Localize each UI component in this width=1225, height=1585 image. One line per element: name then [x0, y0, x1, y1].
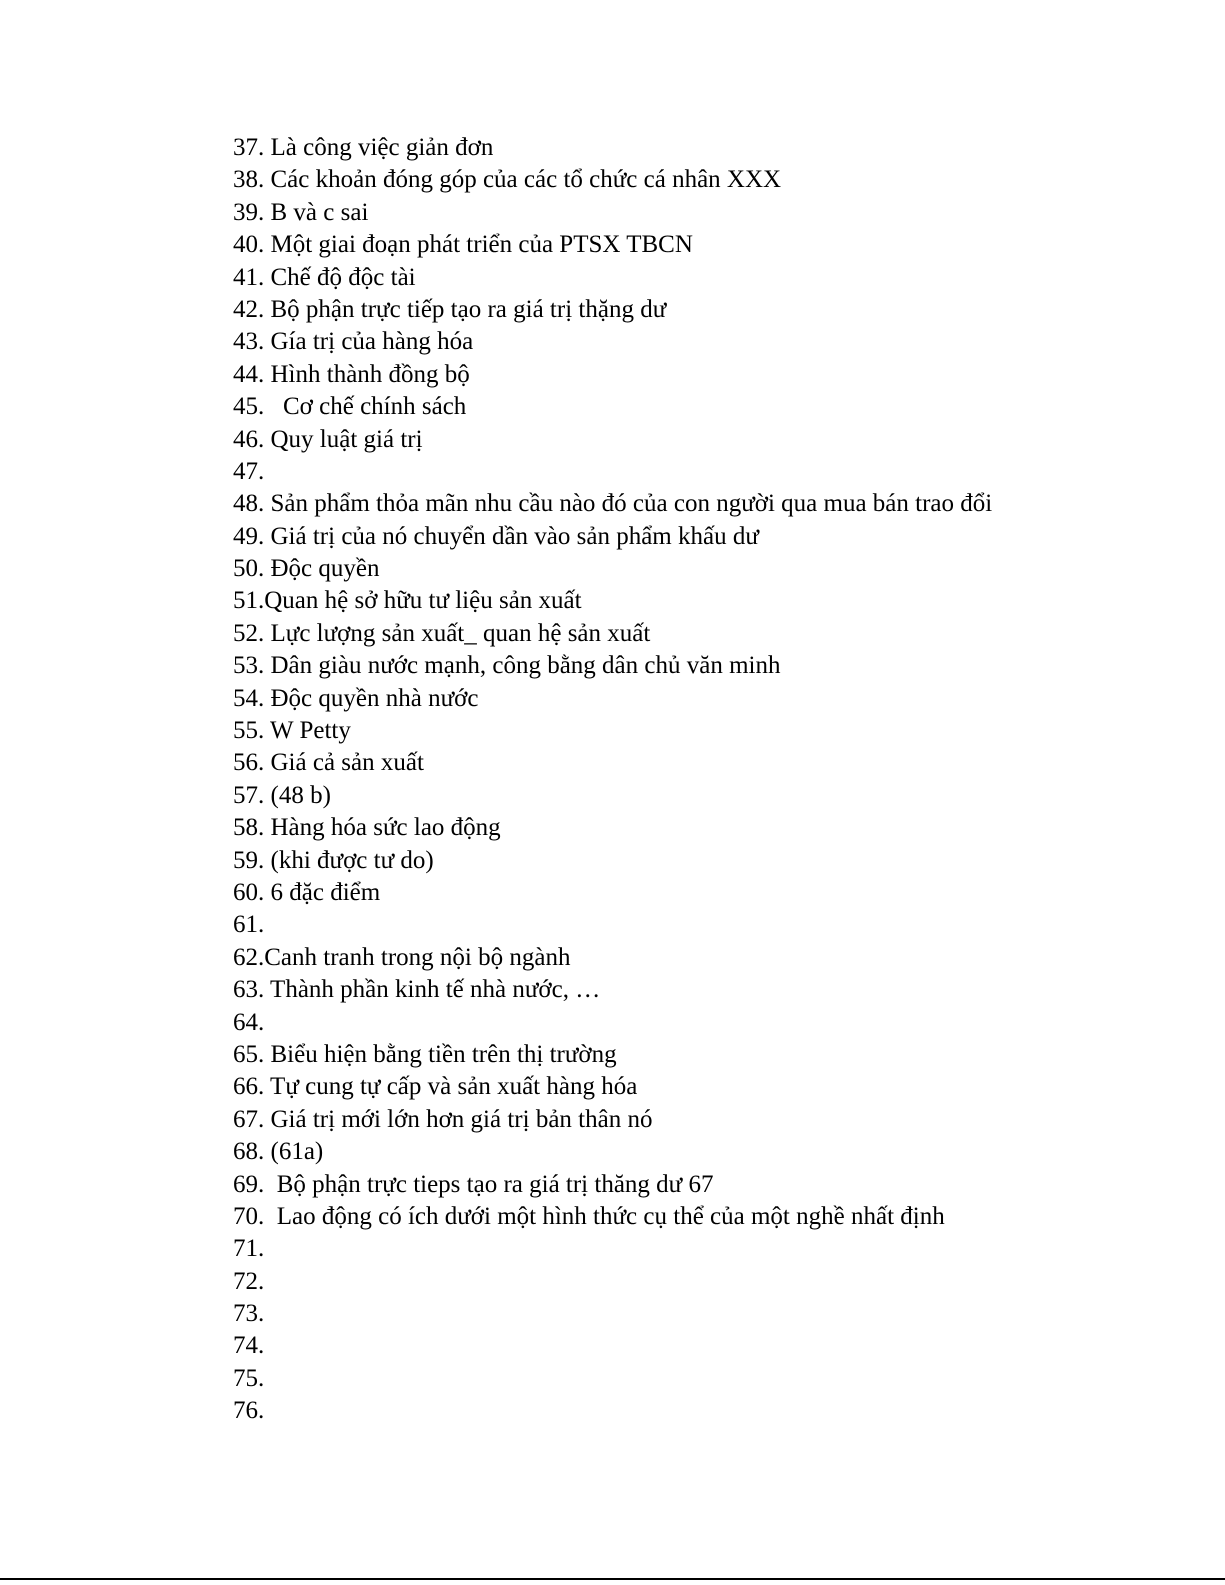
- answer-item: 74.: [233, 1332, 265, 1360]
- answer-item: 70. Lao động có ích dưới một hình thức cụ thể của một nghề nhất định: [233, 1202, 945, 1230]
- answer-item: 47.: [233, 457, 265, 485]
- answer-item: 67. Giá trị mới lớn hơn giá trị bản thân nó: [233, 1105, 653, 1133]
- answer-item: 64.: [233, 1008, 265, 1036]
- answer-item: 63. Thành phần kinh tế nhà nước, …: [233, 976, 601, 1004]
- answer-item: 57. (48 b): [233, 781, 331, 809]
- answer-item: 48. Sản phẩm thỏa mãn nhu cầu nào đó của con người qua mua bán trao đổi: [233, 490, 993, 518]
- answer-item: 75.: [233, 1364, 265, 1392]
- answer-item: 49. Giá trị của nó chuyển dần vào sản phẩm khấu dư: [233, 522, 759, 550]
- page-bottom-divider: [0, 1578, 1225, 1580]
- answer-item: 62.Canh tranh trong nội bộ ngành: [233, 943, 571, 971]
- answer-item: 46. Quy luật giá trị: [233, 425, 423, 453]
- answer-item: 72.: [233, 1267, 265, 1295]
- answer-item: 66. Tự cung tự cấp và sản xuất hàng hóa: [233, 1073, 638, 1101]
- answer-item: 41. Chế độ độc tài: [233, 263, 416, 291]
- answer-item: 59. (khi được tư do): [233, 846, 434, 874]
- answer-item: 68. (61a): [233, 1138, 324, 1166]
- answer-item: 52. Lực lượng sản xuất_ quan hệ sản xuất: [233, 619, 651, 647]
- answer-item: 55. W Petty: [233, 717, 351, 745]
- answer-item: 51.Quan hệ sở hữu tư liệu sản xuất: [233, 587, 582, 615]
- answer-item: 56. Giá cả sản xuất: [233, 749, 424, 777]
- answer-item: 37. Là công việc giản đơn: [233, 134, 494, 161]
- answer-item: 76.: [233, 1397, 265, 1425]
- answer-item: 42. Bộ phận trực tiếp tạo ra giá trị thặng dư: [233, 295, 667, 323]
- answer-item: 61.: [233, 911, 265, 939]
- answer-item: 43. Gía trị của hàng hóa: [233, 328, 474, 356]
- answer-item: 71.: [233, 1235, 265, 1263]
- answer-item: 54. Độc quyền nhà nước: [233, 684, 479, 712]
- answer-item: 40. Một giai đoạn phát triển của PTSX TBCN: [233, 231, 693, 259]
- answer-item: 45. Cơ chế chính sách: [233, 393, 467, 421]
- answer-item: 44. Hình thành đồng bộ: [233, 360, 470, 388]
- answer-item: 69. Bộ phận trực tieps tạo ra giá trị thăng dư 67: [233, 1170, 714, 1198]
- answer-item: 73.: [233, 1300, 265, 1328]
- answer-item: 50. Độc quyền: [233, 555, 380, 583]
- answer-item: 60. 6 đặc điểm: [233, 878, 381, 906]
- answer-list: [233, 132, 992, 1428]
- answer-item: 38. Các khoản đóng góp của các tổ chức cá nhân XXX: [233, 166, 782, 194]
- answer-item: 53. Dân giàu nước mạnh, công bằng dân chủ văn minh: [233, 652, 781, 680]
- answer-item: 39. B và c sai: [233, 198, 369, 226]
- answer-item: 65. Biểu hiện bằng tiền trên thị trường: [233, 1040, 617, 1068]
- answer-item: 58. Hàng hóa sức lao động: [233, 814, 501, 842]
